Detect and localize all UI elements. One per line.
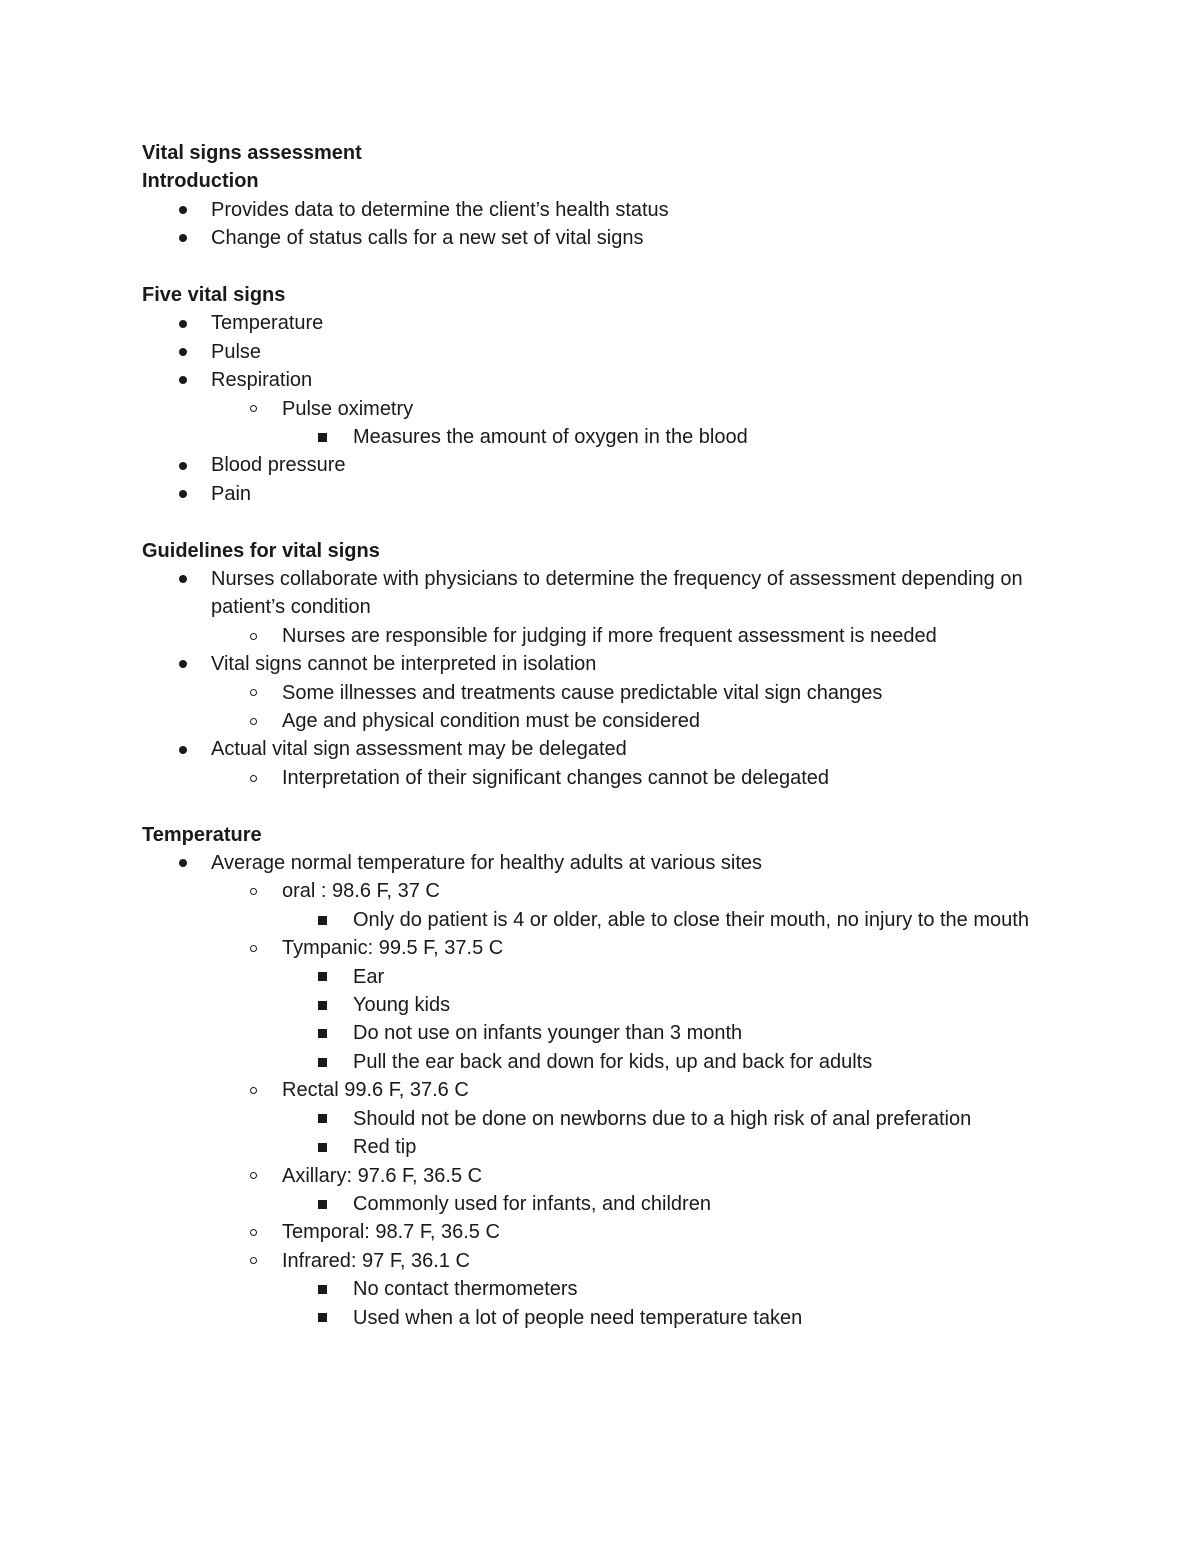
list-item-text: Should not be done on newborns due to a high risk of anal preferation — [353, 1107, 972, 1130]
list-item — [142, 395, 1072, 423]
list-item — [142, 991, 1072, 1019]
list-item-text: Commonly used for infants, and children — [353, 1192, 711, 1215]
list-item-text: Pulse — [211, 340, 262, 363]
bullet-disc-icon — [179, 735, 187, 763]
spacer — [142, 253, 1072, 281]
list-item-text: Nurses collaborate with physicians to determine the frequency of assessment depending on patient’s condition — [211, 568, 1023, 619]
list-item-text: Pull the ear back and down for kids, up and back for adults — [353, 1050, 873, 1073]
bullet-circle-icon — [250, 395, 257, 423]
list-item — [142, 1133, 1072, 1161]
temperature-heading: Temperature — [142, 823, 262, 846]
list-item-text: Red tip — [353, 1136, 417, 1159]
list-item-text: Provides data to determine the client’s health status — [211, 198, 669, 221]
list-item-text: Respiration — [211, 369, 313, 392]
list-item — [142, 1105, 1072, 1133]
list-item-text: Pain — [211, 482, 252, 505]
list-item — [142, 309, 1072, 337]
bullet-circle-icon — [250, 622, 257, 650]
list-item — [142, 423, 1072, 451]
list-item — [142, 650, 1072, 678]
list-item-text: Used when a lot of people need temperature taken — [353, 1306, 803, 1329]
bullet-square-icon — [318, 1105, 327, 1133]
bullet-circle-icon — [250, 1247, 257, 1275]
list-item-text: Pulse oximetry — [282, 397, 414, 420]
list-item — [142, 679, 1072, 707]
bullet-disc-icon — [179, 650, 187, 678]
bullet-disc-icon — [179, 224, 187, 252]
five-vital-signs-heading: Five vital signs — [142, 283, 286, 306]
list-item — [142, 366, 1072, 394]
bullet-disc-icon — [179, 565, 187, 593]
list-item — [142, 1048, 1072, 1076]
list-item — [142, 1076, 1072, 1104]
list-item-text: Interpretation of their significant changes cannot be delegated — [282, 766, 830, 789]
list-item-text: Rectal 99.6 F, 37.6 C — [282, 1079, 469, 1102]
list-item — [142, 224, 1072, 252]
list-item — [142, 1019, 1072, 1047]
list-item — [142, 196, 1072, 224]
bullet-square-icon — [318, 963, 327, 991]
list-item — [142, 849, 1072, 877]
list-item-text: Age and physical condition must be considered — [282, 710, 701, 733]
list-item-text: oral : 98.6 F, 37 C — [282, 880, 440, 903]
list-item — [142, 565, 1072, 622]
list-item — [142, 338, 1072, 366]
list-item-text: Blood pressure — [211, 454, 346, 477]
bullet-circle-icon — [250, 764, 257, 792]
list-item-text: Temperature — [211, 312, 324, 335]
list-item-text: Change of status calls for a new set of vital signs — [211, 227, 644, 250]
document-title: Vital signs assessment — [142, 142, 362, 164]
bullet-square-icon — [318, 1133, 327, 1161]
list-item-text: Tympanic: 99.5 F, 37.5 C — [282, 937, 504, 960]
list-item-text: Average normal temperature for healthy adults at various sites — [211, 852, 763, 875]
bullet-circle-icon — [250, 1218, 257, 1246]
bullet-circle-icon — [250, 877, 257, 905]
bullet-square-icon — [318, 1190, 327, 1218]
intro-heading: Introduction — [142, 170, 259, 193]
list-item — [142, 934, 1072, 962]
bullet-circle-icon — [250, 1076, 257, 1104]
list-item — [142, 877, 1072, 905]
bullet-disc-icon — [179, 338, 187, 366]
list-item-text: No contact thermometers — [353, 1278, 578, 1301]
spacer — [142, 792, 1072, 820]
list-item — [142, 1218, 1072, 1246]
list-item-text: Do not use on infants younger than 3 month — [353, 1022, 743, 1045]
list-item-text: Nurses are responsible for judging if more frequent assessment is needed — [282, 624, 937, 647]
list-item — [142, 480, 1072, 508]
list-item — [142, 963, 1072, 991]
list-item-text: Some illnesses and treatments cause predictable vital sign changes — [282, 681, 883, 704]
bullet-square-icon — [318, 1275, 327, 1303]
list-item-text: Actual vital sign assessment may be delegated — [211, 738, 627, 761]
bullet-circle-icon — [250, 1162, 257, 1190]
list-item-text: Axillary: 97.6 F, 36.5 C — [282, 1164, 483, 1187]
bullet-disc-icon — [179, 196, 187, 224]
bullet-disc-icon — [179, 309, 187, 337]
list-item — [142, 764, 1072, 792]
document-body — [142, 139, 1072, 1332]
list-item-text: Young kids — [353, 994, 451, 1017]
bullet-disc-icon — [179, 366, 187, 394]
bullet-square-icon — [318, 1304, 327, 1332]
list-item-text: Infrared: 97 F, 36.1 C — [282, 1249, 470, 1272]
bullet-square-icon — [318, 991, 327, 1019]
bullet-circle-icon — [250, 679, 257, 707]
list-item-text: Only do patient is 4 or older, able to close their mouth, no injury to the mouth — [353, 908, 1029, 931]
list-item — [142, 1247, 1072, 1275]
list-item — [142, 735, 1072, 763]
bullet-square-icon — [318, 1019, 327, 1047]
list-item-text: Temporal: 98.7 F, 36.5 C — [282, 1221, 500, 1244]
list-item — [142, 906, 1072, 934]
list-item — [142, 1304, 1072, 1332]
bullet-square-icon — [318, 906, 327, 934]
list-item — [142, 707, 1072, 735]
list-item — [142, 622, 1072, 650]
guidelines-heading: Guidelines for vital signs — [142, 539, 380, 562]
bullet-disc-icon — [179, 480, 187, 508]
list-item-text: Vital signs cannot be interpreted in isolation — [211, 653, 597, 676]
list-item — [142, 1162, 1072, 1190]
bullet-circle-icon — [250, 934, 257, 962]
list-item — [142, 1190, 1072, 1218]
list-item — [142, 451, 1072, 479]
list-item — [142, 1275, 1072, 1303]
bullet-square-icon — [318, 1048, 327, 1076]
list-item-text: Measures the amount of oxygen in the blood — [353, 426, 748, 448]
bullet-circle-icon — [250, 707, 257, 735]
bullet-square-icon — [318, 423, 327, 451]
spacer — [142, 508, 1072, 536]
bullet-disc-icon — [179, 451, 187, 479]
list-item-text: Ear — [353, 965, 385, 988]
bullet-disc-icon — [179, 849, 187, 877]
